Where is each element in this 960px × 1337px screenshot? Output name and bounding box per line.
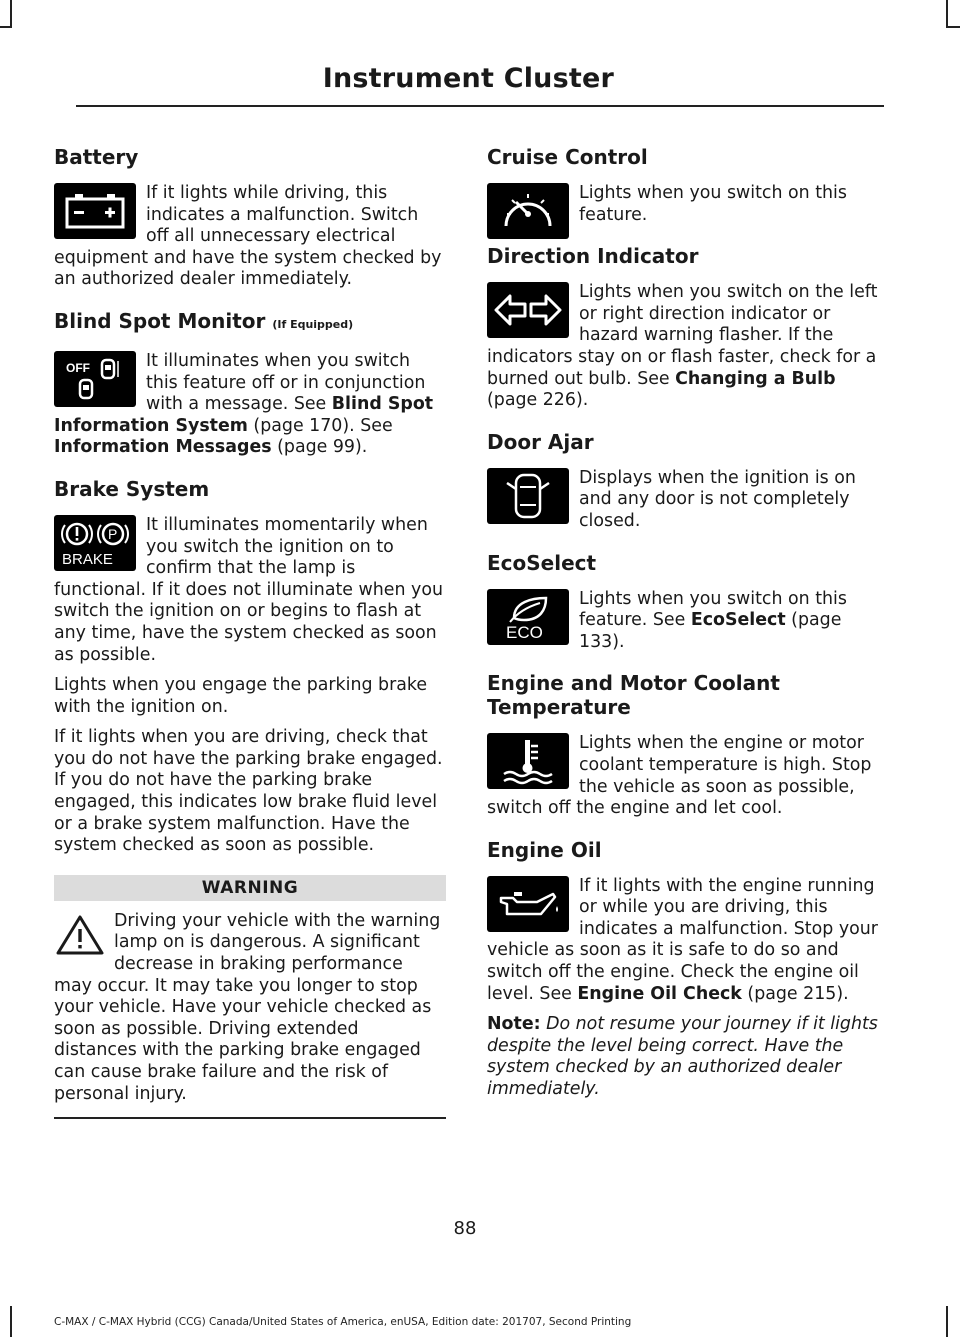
speedometer-icon bbox=[487, 183, 569, 239]
page-number: 88 bbox=[453, 1218, 477, 1239]
battery-icon bbox=[54, 183, 136, 239]
blind-spot-link[interactable]: Blind Spot Information System bbox=[54, 394, 434, 436]
eco-icon-label: ECO bbox=[506, 622, 543, 642]
note-text: Do not resume your journey if it lights despite the level being correct. Have the system checked by an authorized dealer immediately. bbox=[487, 1014, 878, 1100]
coolant-heading: Engine and Motor Coolant Temperature bbox=[487, 671, 780, 720]
oil-section bbox=[487, 838, 879, 1101]
battery-section bbox=[54, 145, 446, 291]
cruise-text: Lights when you switch on this feature. bbox=[579, 183, 847, 225]
blind-spot-icon-label: OFF bbox=[66, 360, 90, 375]
blind-spot-title: Blind Spot Monitor bbox=[54, 308, 266, 333]
cruise-heading: Cruise Control bbox=[487, 145, 648, 169]
battery-text: If it lights while driving, this indicates a malfunction. Switch off all unnecessary electrical equipment and have the system checked by an authorized dealer immediately. bbox=[54, 183, 442, 290]
header-divider bbox=[76, 105, 884, 107]
brake-text-1: It illuminates momentarily when you switch the ignition on to confirm that the lamp is functional. If it does not illuminate when you switch the ignition on or begins to flash at any time, have the system checked as soon as possible. bbox=[54, 514, 443, 665]
crop-mark bbox=[0, 26, 12, 28]
direction-section bbox=[487, 244, 879, 412]
page-title: Instrument Cluster bbox=[322, 63, 614, 94]
eco-text: Lights when you switch on this feature. See EcoSelect (page 133). bbox=[579, 588, 847, 652]
left-column bbox=[54, 145, 446, 1119]
direction-heading: Direction Indicator bbox=[487, 244, 699, 269]
brake-icon bbox=[54, 515, 136, 571]
brake-icon-label: BRAKE bbox=[62, 550, 113, 568]
door-section bbox=[487, 430, 879, 533]
warning-triangle-icon bbox=[54, 913, 106, 957]
ecoselect-link[interactable]: EcoSelect bbox=[690, 610, 786, 631]
crop-mark bbox=[10, 1306, 12, 1337]
warning-text: Driving your vehicle with the warning lamp on is dangerous. A significant decrease in braking performance may occur. It may take you longer to stop your vehicle. Have your vehicle checked as soon as possible. Driving extended distances with the parking brake engaged can cause brake failure and the risk of personal injury. bbox=[54, 910, 441, 1104]
battery-heading: Battery bbox=[54, 145, 139, 169]
blind-spot-section bbox=[54, 309, 446, 459]
note-label: Note: bbox=[487, 1014, 541, 1035]
right-column bbox=[487, 145, 879, 1119]
crop-mark bbox=[946, 0, 948, 26]
eco-section bbox=[487, 551, 879, 654]
blind-spot-off-icon bbox=[54, 351, 136, 407]
brake-text-3: If it lights when you are driving, check that you do not have the parking brake engaged. If you do not have the parking brake engaged, this indicates low brake fluid level or a brake system malfunction. Have the system checked as soon as possible. bbox=[54, 727, 443, 856]
oil-text: If it lights with the engine running or while you are driving, this indicates a malfunction. Stop your vehicle as soon as it is safe to do so and switch off the engine. Check the engine oil level. See Engine Oil Check (page 215). bbox=[487, 875, 878, 1004]
eco-leaf-icon bbox=[487, 589, 569, 645]
information-messages-link[interactable]: Information Messages bbox=[54, 437, 272, 458]
oil-heading: Engine Oil bbox=[487, 837, 602, 862]
turn-arrows-icon bbox=[487, 282, 569, 338]
oil-can-icon bbox=[487, 876, 569, 932]
engine-oil-check-link[interactable]: Engine Oil Check bbox=[577, 983, 742, 1004]
door-text: Displays when the ignition is on and any door is not completely closed. bbox=[579, 467, 856, 531]
blind-spot-heading bbox=[54, 309, 446, 337]
door-heading: Door Ajar bbox=[487, 429, 594, 454]
brake-warning bbox=[54, 875, 446, 1119]
warning-heading: WARNING bbox=[54, 875, 446, 901]
coolant-text: Lights when the engine or motor coolant temperature is high. Stop the vehicle as soon as possible, switch off the engine and let cool. bbox=[487, 733, 872, 819]
svg-text:P: P bbox=[108, 525, 118, 542]
crop-mark bbox=[946, 1306, 948, 1337]
crop-mark bbox=[946, 26, 960, 28]
brake-section bbox=[54, 477, 446, 857]
brake-text-2: Lights when you engage the parking brake with the ignition on. bbox=[54, 675, 428, 717]
crop-mark bbox=[10, 0, 12, 26]
eco-heading: EcoSelect bbox=[487, 550, 597, 575]
changing-bulb-link[interactable]: Changing a Bulb bbox=[675, 368, 836, 389]
blind-spot-equipped: (If Equipped) bbox=[272, 317, 354, 331]
warning-divider bbox=[54, 1117, 446, 1119]
direction-text: Lights when you switch on the left or right direction indicator or hazard warning flasher. If the indicators stay on or flash faster, check for a burned out bulb. See Changing a Bulb (page 226). bbox=[487, 282, 878, 411]
cruise-section bbox=[487, 145, 879, 226]
door-ajar-icon bbox=[487, 468, 569, 524]
footer-edition: C-MAX / C-MAX Hybrid (CCG) Canada/United States of America, enUSA, Edition date: 201707, Second Printing bbox=[54, 1316, 632, 1328]
blind-spot-text: It illuminates when you switch this feature off or in conjunction with a message. See Blind Spot Information System (page 170). See Information Messages (page 99). bbox=[54, 350, 434, 458]
oil-note bbox=[487, 1014, 879, 1100]
brake-heading: Brake System bbox=[54, 476, 210, 501]
coolant-section bbox=[487, 671, 879, 819]
coolant-temperature-icon bbox=[487, 733, 569, 789]
